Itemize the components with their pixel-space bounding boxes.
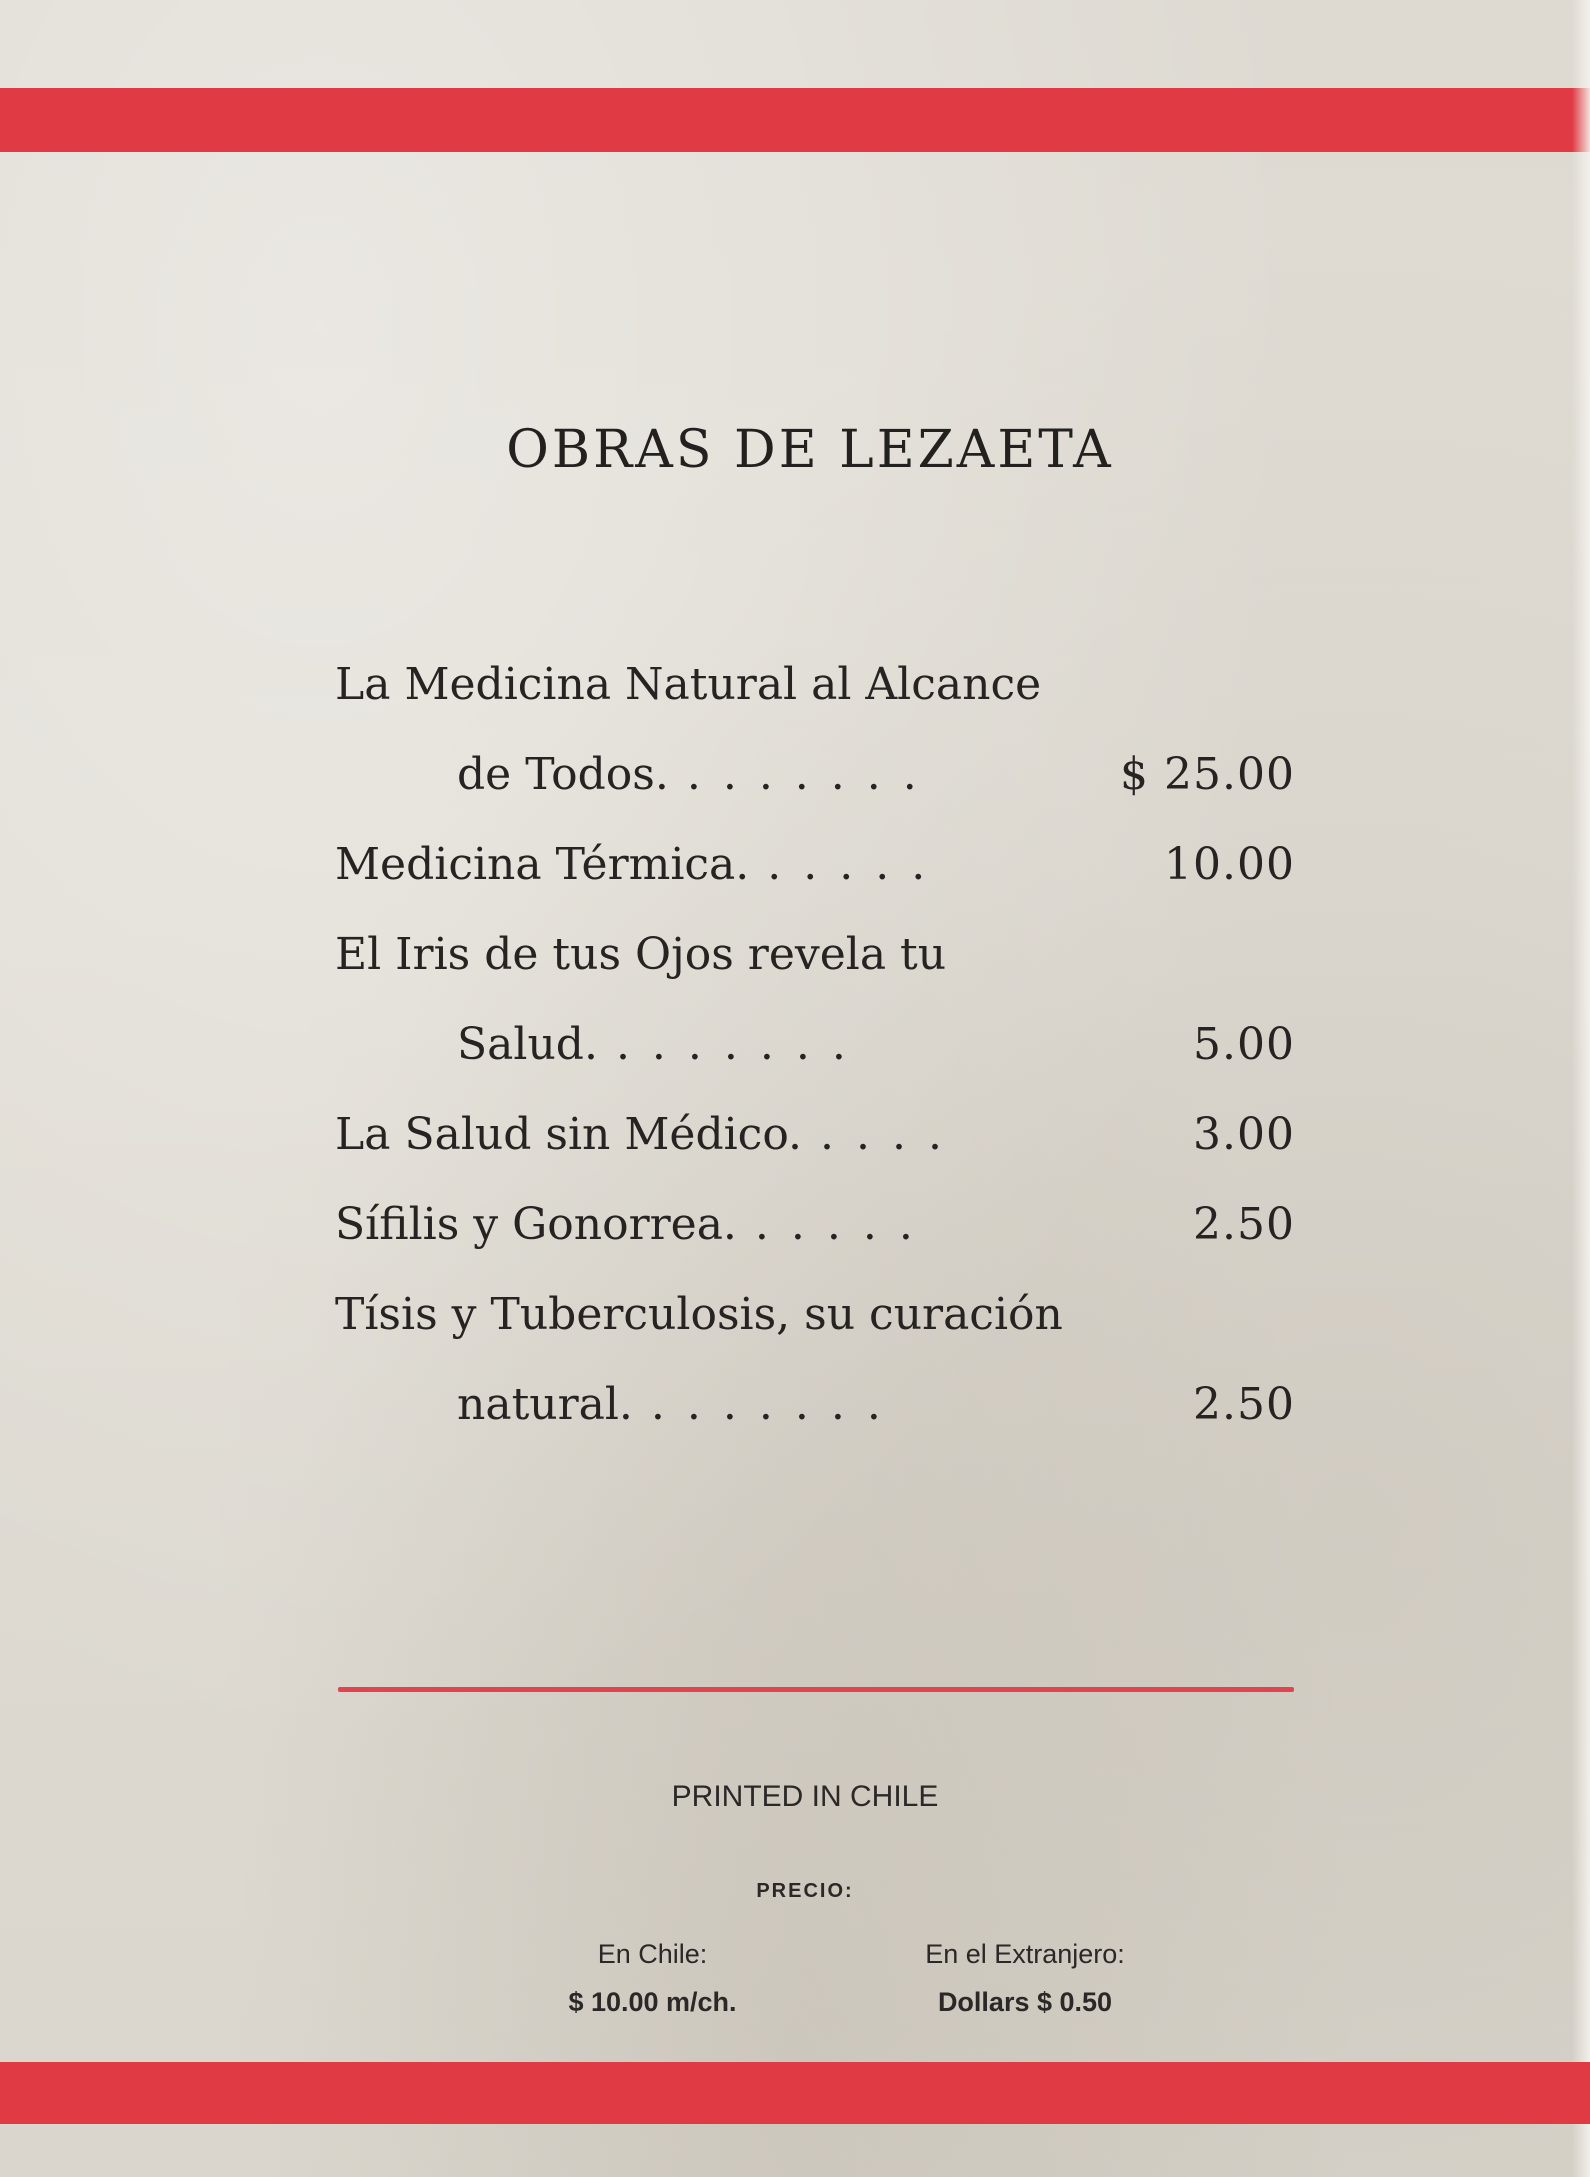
book-price: 3.00: [1193, 1109, 1295, 1160]
list-item: [335, 1090, 1295, 1180]
leader-dots: .....: [754, 1199, 935, 1250]
list-item: [335, 910, 1295, 1000]
book-title-continued: natural.: [457, 1379, 633, 1430]
book-price: 2.50: [1193, 1379, 1295, 1430]
leader-dots: .......: [615, 1019, 868, 1070]
chile-price: $ 10.00 m/ch.: [568, 1987, 737, 2017]
top-red-band: [0, 88, 1590, 152]
book-title: El Iris de tus Ojos revela tu: [335, 929, 947, 980]
book-title: Sífilis y Gonorrea.: [335, 1199, 737, 1250]
printed-in-note: PRINTED IN CHILE: [671, 1780, 939, 1813]
bottom-red-band: [0, 2062, 1590, 2124]
book-price: $ 25.00: [1120, 749, 1295, 800]
chile-price-block: [520, 1930, 785, 2026]
book-title: Tísis y Tuberculosis, su curación: [335, 1289, 1063, 1340]
list-item: [335, 1360, 1295, 1450]
book-price: 2.50: [1193, 1199, 1295, 1250]
list-item: [335, 730, 1295, 820]
book-price: 5.00: [1193, 1019, 1295, 1070]
list-item: [335, 640, 1295, 730]
page-title: OBRAS DE LEZAETA: [506, 420, 1114, 480]
chile-label: En Chile:: [597, 1939, 708, 1969]
leader-dots: .......: [650, 1379, 903, 1430]
leader-dots: .......: [686, 749, 939, 800]
list-item: [335, 820, 1295, 910]
list-item: [335, 1180, 1295, 1270]
book-title-continued: de Todos.: [457, 749, 669, 800]
list-item: [335, 1000, 1295, 1090]
extranjero-price: Dollars $ 0.50: [937, 1987, 1113, 2017]
book-list: [335, 640, 1295, 1450]
list-item: [335, 1270, 1295, 1360]
red-divider: [338, 1687, 1294, 1692]
extranjero-price-block: [860, 1930, 1190, 2026]
book-title-continued: Salud.: [457, 1019, 598, 1070]
book-title: La Medicina Natural al Alcance: [335, 659, 1042, 710]
book-title: La Salud sin Médico.: [335, 1109, 803, 1160]
leader-dots: ....: [820, 1109, 964, 1160]
precio-label: PRECIO:: [756, 1880, 854, 1902]
page-edge: [1572, 0, 1590, 2177]
extranjero-label: En el Extranjero:: [925, 1939, 1125, 1969]
book-price: 10.00: [1164, 839, 1295, 890]
leader-dots: .....: [767, 839, 948, 890]
book-title: Medicina Térmica.: [335, 839, 750, 890]
